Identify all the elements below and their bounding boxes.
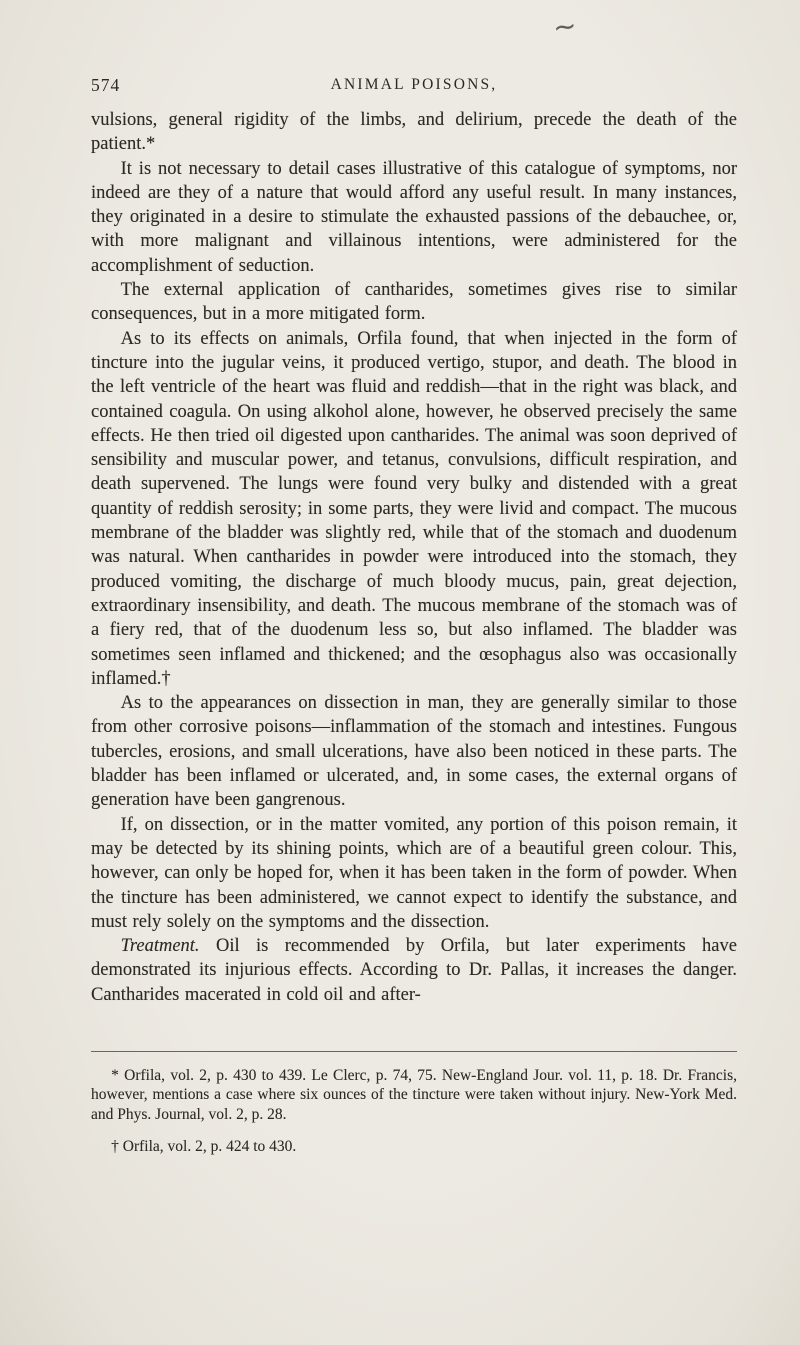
- footnote-section: [91, 1051, 737, 1157]
- paragraph: The external application of cantharides, sometimes gives rise to similar consequences, but in a more mitigated form.: [91, 280, 737, 325]
- paragraph: If, on dissection, or in the matter vomited, any portion of this poison remain, it may be detected by its shining points, which are of a beautiful green colour. This, however, can only be hoped for, when it has been taken in the form of powder. When the tincture has been administered, we cannot expect to identify the substance, and must rely solely on the symptoms and the dissection.: [91, 814, 737, 932]
- page-body: [91, 108, 737, 1007]
- page-header: [91, 74, 737, 96]
- paragraph: As to its effects on animals, Orfila found, that when injected in the form of tincture into the jugular veins, it produced vertigo, stupor, and death. The blood in the left ventricle of the heart was fluid and reddish—that in the right was black, and contained coagula. On using alkohol alone, however, he observed precisely the same effects. He then tried oil digested upon cantharides. The animal was soon deprived of sensibility and muscular power, and tetanus, convulsions, difficult respiration, and death supervened. The lungs were found very bulky and distended with a great quantity of reddish serosity; in some parts, they were livid and compact. The mucous membrane of the bladder was slightly red, while that of the stomach and duodenum was natural. When cantharides in powder were introduced into the stomach, they produced vomiting, the discharge of much bloody mucus, pain, great dejection, extraordinary insensibility, and death. The mucous membrane of the stomach was of a fiery red, that of the duodenum less so, but also inflamed. The bladder was sometimes seen inflamed and thickened; and the œsophagus also was occasionally inflamed.†: [91, 328, 737, 689]
- paragraph-treatment: [91, 934, 737, 1007]
- footnote-dagger: † Orfila, vol. 2, p. 424 to 430.: [111, 1138, 297, 1156]
- paragraph-continuation: vulsions, general rigidity of the limbs, and delirium, precede the death of the patient.*: [91, 110, 737, 155]
- paragraph: As to the appearances on dissection in man, they are generally similar to those from other corrosive poisons—inflammation of the stomach and intestines. Fungous tubercles, erosions, and small ulcerations, have also been noticed in these parts. The bladder has been inflamed or ulcerated, and, in some cases, the external organs of generation have been gangrenous.: [91, 693, 737, 811]
- footnote-asterisk: * Orfila, vol. 2, p. 430 to 439. Le Clerc, p. 74, 75. New-England Jour. vol. 11, p. 18. Dr. Francis, however, mentions a case where six ounces of the tincture were taken without injury. New-York Med. and Phys. Journal, vol. 2, p. 28.: [91, 1066, 737, 1123]
- page-number: 574: [91, 75, 121, 95]
- scan-artifact-tilde: ~: [551, 8, 579, 45]
- treatment-label: Treatment.: [120, 936, 200, 957]
- paragraph: It is not necessary to detail cases illustrative of this catalogue of symptoms, nor indeed are they of a nature that would afford any useful result. In many instances, they originated in a desire to stimulate the exhausted passions of the debauchee, or, with more malignant and villainous intentions, were administered for the accomplishment of seduction.: [91, 158, 737, 276]
- text-block: [91, 74, 737, 1157]
- running-title: ANIMAL POISONS,: [330, 76, 498, 93]
- footnote-rule: [91, 1051, 737, 1052]
- treatment-text: Oil is recommended by Orfila, but later experiments have demonstrated its injurious effects. According to Dr. Pallas, it increases the danger. Cantharides macerated in cold oil and after-: [91, 936, 737, 1005]
